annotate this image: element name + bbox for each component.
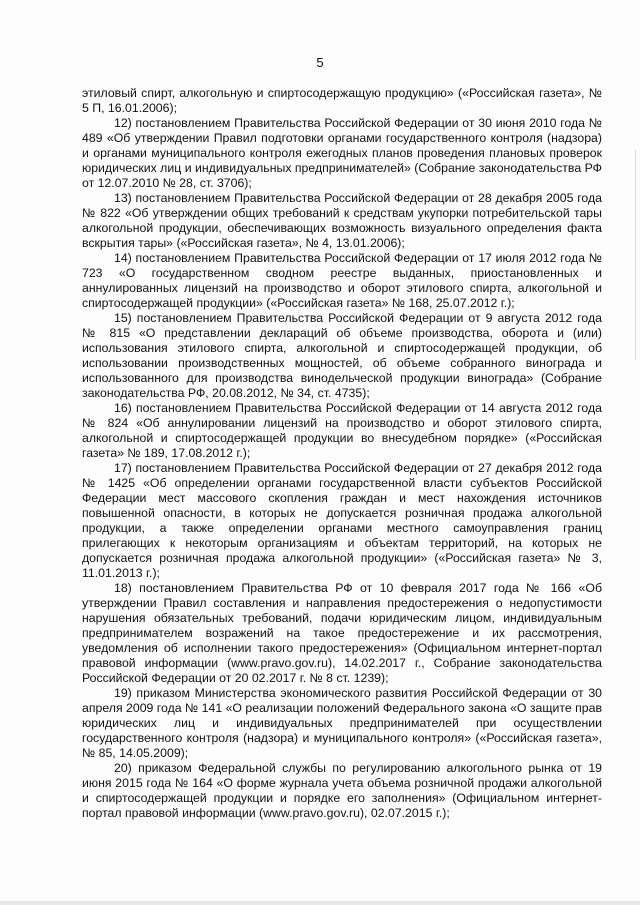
paragraph-item-20: 20) приказом Федеральной службы по регулированию алкогольного рынка от 19 июня 2015 года № 164 «О форме журнала учета объема розничной продажи алкогольной и спиртосодержащей продукции и порядке его заполнения» (Официальном интернет-портал правовой информации (www.pravo.gov.ru), 02.07.2015 г.); [82, 761, 602, 820]
scan-bottom-edge [0, 901, 640, 905]
paragraph-item-17: 17) постановлением Правительства Российской Федерации от 27 декабря 2012 года № 1425 «Об определении органами государственной власти субъектов Российской Федерации мест массового скопления граждан и мест нахождения источников повышенной опасности, в которых не допускается розничная продажа алкогольной продукции, а также определении органами местного самоуправления границ прилегающих к некоторым организациям и объектам территорий, на которых не допускается розничная продажа алкогольной продукции» («Российская газета» № 3, 11.01.2013 г.); [82, 461, 602, 580]
page-number: 5 [316, 55, 324, 70]
paragraph-item-18: 18) постановлением Правительства РФ от 10 февраля 2017 года № 166 «Об утверждении Правил составления и направления предостережения о недопустимости нарушения обязательных требований, подачи юридическим лицом, индивидуальным предпринимателем возражений на такое предостережение и их рассмотрения, уведомления об исполнении такого предостережения» (Официальном интернет-портал правовой информации (www.pravo.gov.ru), 14.02.2017 г., Собрание законодательства Российской Федерации от 20 02.2017 г. № 8 ст. 1239); [82, 581, 602, 685]
paragraph-item-14: 14) постановлением Правительства Российской Федерации от 17 июля 2012 года № 723 «О государственном сводном реестре выданных, приостановленных и аннулированных лицензий на производство и оборот этилового спирта, алкогольной и спиртосодержащей продукции» («Российская газета» № 168, 25.07.2012 г.); [82, 251, 602, 310]
document-body [82, 86, 602, 821]
paragraph-continuation: этиловый спирт, алкогольную и спиртосодержащую продукцию» («Российская газета», № 5 П, 16.01.2006); [82, 86, 602, 115]
paragraph-item-15: 15) постановлением Правительства Российской Федерации от 9 августа 2012 года № 815 «О представлении деклараций об объеме производства, оборота и (или) использования этилового спирта, алкогольной и спиртосодержащей продукции, об использовании производственных мощностей, об объеме собранного винограда и использованного для производства винодельческой продукции винограда» (Собрание законодательства РФ, 20.08.2012, № 34, ст. 4735); [82, 311, 602, 400]
paragraph-item-16: 16) постановлением Правительства Российской Федерации от 14 августа 2012 года № 824 «Об аннулировании лицензий на производство и оборот этилового спирта, алкогольной и спиртосодержащей продукции во внесудебном порядке» («Российская газета» № 189, 17.08.2012 г.); [82, 401, 602, 460]
paragraph-item-12: 12) постановлением Правительства Российской Федерации от 30 июня 2010 года № 489 «Об утверждении Правил подготовки органами государственного контроля (надзора) и органами муниципального контроля ежегодных планов проведения плановых проверок юридических лиц и индивидуальных предпринимателей» (Собрание законодательства РФ от 12.07.2010 № 28, ст. 3706); [82, 116, 602, 190]
scan-edge-mark [635, 150, 636, 360]
paragraph-item-13: 13) постановлением Правительства Российской Федерации от 28 декабря 2005 года № 822 «Об утверждении общих требований к средствам укупорки потребительской тары алкогольной продукции, обеспечивающих возможность визуального определения факта вскрытия тары» («Российская газета», № 4, 13.01.2006); [82, 191, 602, 250]
paragraph-item-19: 19) приказом Министерства экономического развития Российской Федерации от 30 апреля 2009 года № 141 «О реализации положений Федерального закона «О защите прав юридических лиц и индивидуальных предпринимателей при осуществлении государственного контроля (надзора) и муниципального контроля» («Российская газета», № 85, 14.05.2009); [82, 686, 602, 760]
